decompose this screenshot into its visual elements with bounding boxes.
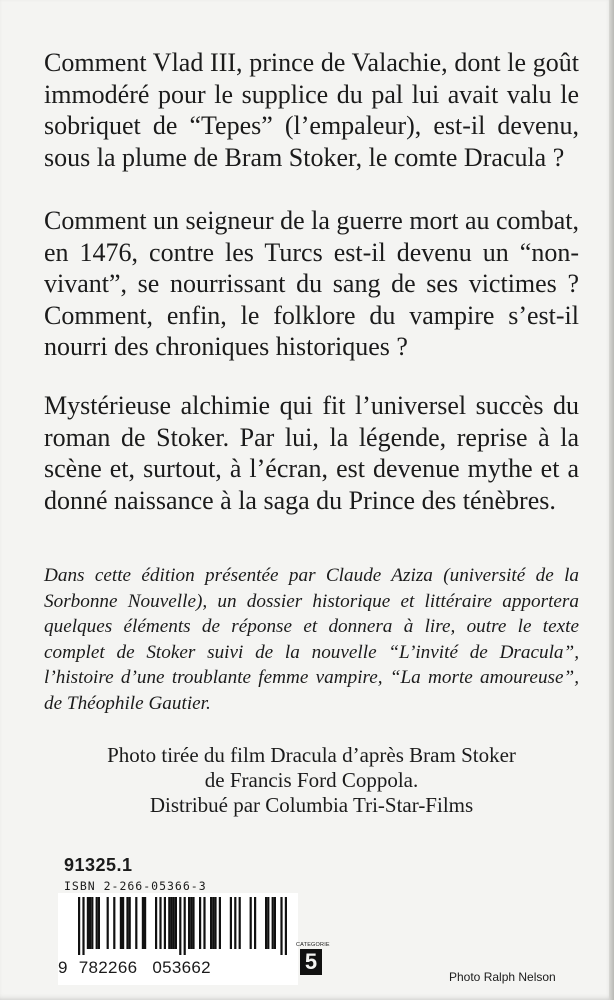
- barcode-bar: [203, 897, 205, 949]
- barcode-bar: [126, 897, 128, 949]
- photo-credit: Photo Ralph Nelson: [449, 970, 556, 984]
- barcode-lead-digit: 9: [58, 958, 68, 977]
- isbn: ISBN 2-266-05366-3: [64, 879, 207, 893]
- barcode-bar: [87, 897, 89, 949]
- barcode-bar: [144, 897, 146, 949]
- barcode-bars: [64, 897, 292, 957]
- barcode-bar: [250, 897, 252, 949]
- barcode-bar: [113, 897, 115, 949]
- barcode-bar: [234, 897, 236, 949]
- film-credits-line-1: Photo tirée du film Dracula d’après Bram Stoker: [107, 743, 516, 767]
- blurb-paragraph-3: Mystérieuse alchimie qui fit l’universel succès du roman de Stoker. Par lui, la légende, reprise à la scène et, surtout, à l’écran, est devenue mythe et a donné naissance à la saga du Prince des ténèbres.: [44, 391, 579, 515]
- barcode-bar: [135, 897, 137, 949]
- barcode-bar: [142, 897, 144, 949]
- barcode-bar: [159, 897, 161, 949]
- barcode-group-2: 053662: [152, 958, 211, 977]
- barcode-digits: [58, 958, 298, 978]
- barcode-bar: [122, 897, 124, 949]
- barcode-bar: [82, 897, 84, 955]
- barcode-group-1: 782266: [78, 958, 138, 977]
- barcode-bar: [199, 897, 201, 949]
- barcode-bar: [89, 897, 91, 949]
- film-credits-line-3: Distribué par Columbia Tri-Star-Films: [149, 793, 474, 817]
- barcode-bar: [184, 897, 186, 955]
- film-credits-line-2: de Francis Ford Coppola.: [204, 768, 419, 792]
- barcode-bar: [230, 897, 232, 949]
- barcode-bar: [267, 897, 269, 949]
- blurb-paragraph-2: Comment un seigneur de la guerre mort au combat, en 1476, contre les Turcs est-il devenu un “non-vivant”, se nourrissant du sang de ses victimes ? Comment, enfin, le folklore du vampire s’est-il nourri des chroniques historiques ?: [44, 206, 580, 361]
- barcode-bar: [212, 897, 214, 949]
- barcode-bar: [214, 897, 216, 949]
- barcode-bar: [179, 897, 181, 955]
- barcode-bar: [120, 897, 122, 949]
- barcode-bar: [173, 897, 175, 949]
- barcode-bar: [170, 897, 172, 949]
- barcode-bar: [219, 897, 221, 949]
- barcode-bar: [96, 897, 98, 949]
- barcode-bar: [168, 897, 170, 949]
- barcode-bar: [192, 897, 194, 949]
- barcode-bar: [175, 897, 177, 949]
- barcode-bar: [265, 897, 267, 949]
- barcode-bar: [188, 897, 190, 949]
- barcode-bar: [239, 897, 241, 949]
- barcode-bar: [91, 897, 93, 949]
- category-badge: [296, 942, 330, 975]
- barcode-bar: [210, 897, 212, 949]
- barcode-bar: [78, 897, 80, 955]
- barcode-bar: [285, 897, 287, 955]
- barcode-bar: [254, 897, 256, 949]
- film-credits: [44, 743, 579, 818]
- barcode-bar: [155, 897, 157, 949]
- barcode-bar: [107, 897, 109, 949]
- barcode-bar: [129, 897, 131, 949]
- barcode-bar: [190, 897, 192, 949]
- blurb-paragraph-1: Comment Vlad III, prince de Valachie, dont le goût immodéré pour le supplice du pal lui avait valu le sobriquet de “Tepes” (l’empaleur), est-il devenu, sous la plume de Bram Stoker, le comte Dracula ?: [44, 48, 579, 172]
- barcode-bar: [272, 897, 274, 949]
- category-number: 5: [300, 949, 322, 975]
- catalog-number: 91325.1: [64, 855, 133, 875]
- barcode-bar: [280, 897, 282, 955]
- barcode-bar: [274, 897, 276, 949]
- category-label: CATEGORIE: [296, 942, 330, 948]
- cover-edge: [609, 0, 614, 1000]
- barcode-bar: [164, 897, 166, 949]
- barcode-bar: [98, 897, 100, 949]
- edition-note: Dans cette édition présentée par Claude Aziza (université de la Sorbonne Nouvelle), un dossier historique et littéraire apportera quelques éléments de réponse et donnera à lire, outre le texte complet de Stoker suivi de la nouvelle “L’invité de Dracula”, l’histoire d’une troublante femme vampire, “La morte amoureuse”, de Théophile Gautier.: [44, 565, 579, 714]
